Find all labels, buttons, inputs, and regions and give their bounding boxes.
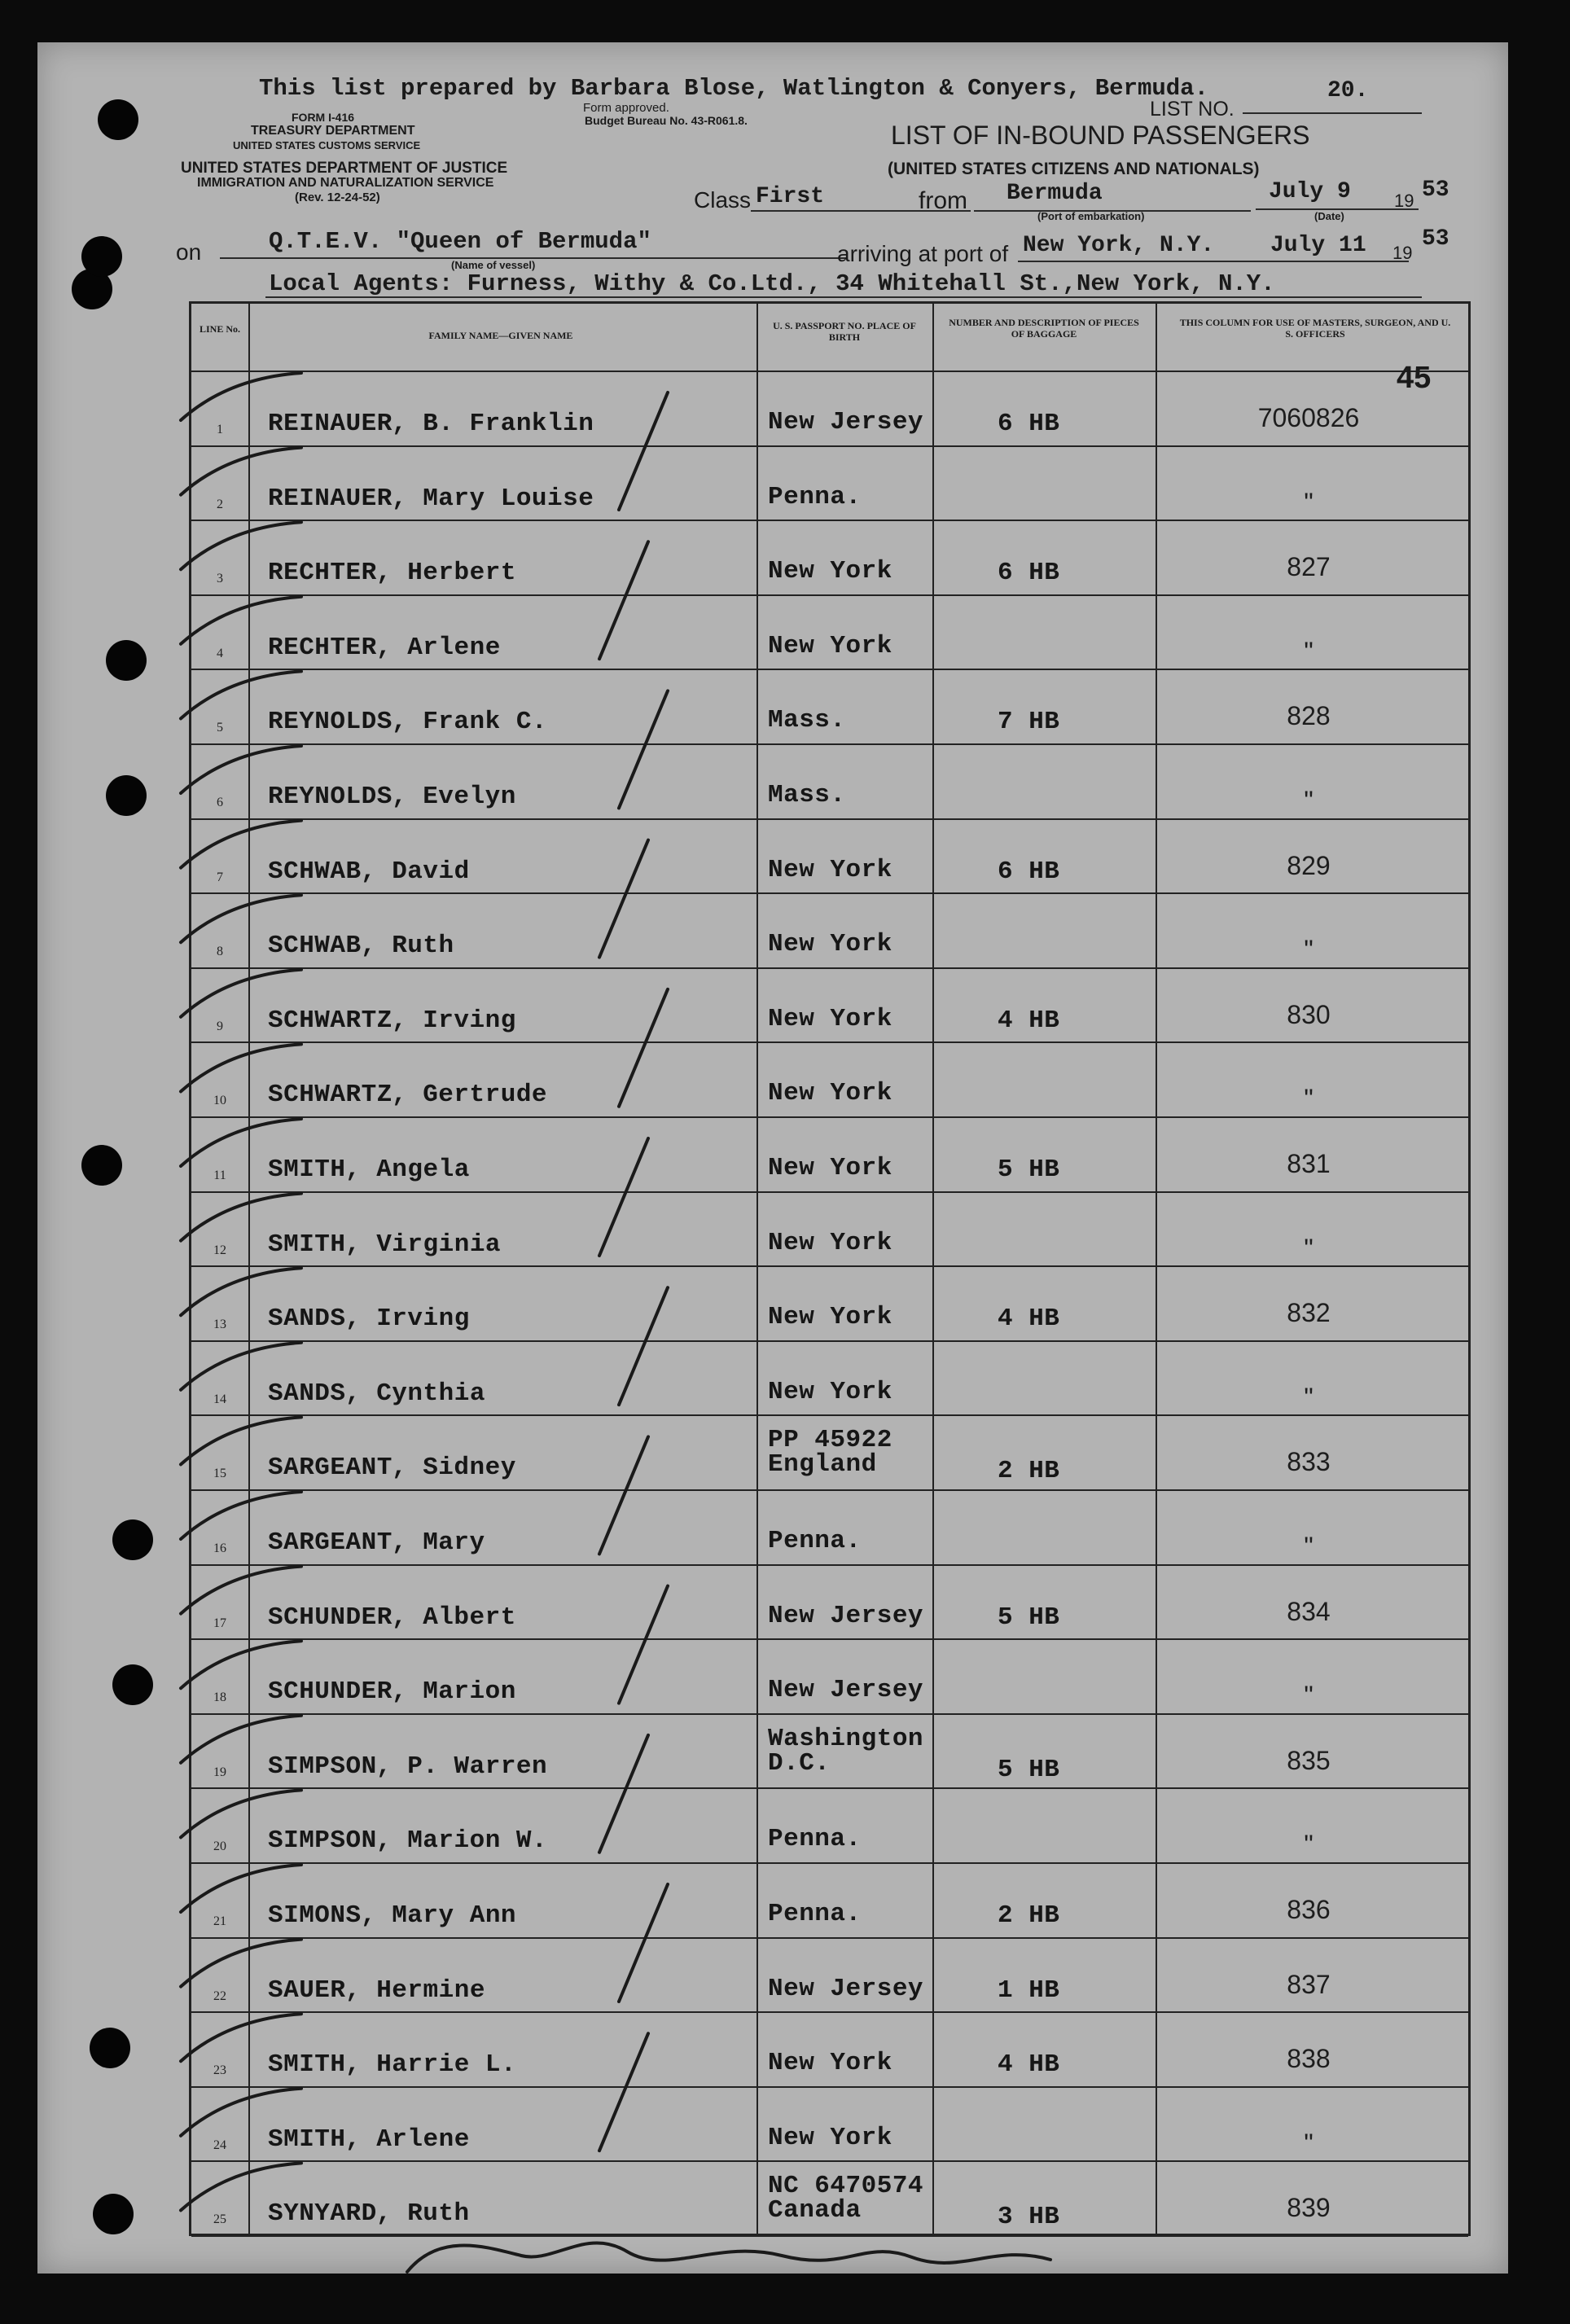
line-number: 21 [213,1914,226,1928]
family-name: SMITH [268,1230,346,1259]
table-row [191,820,1468,895]
table-row [191,1864,1468,1939]
given-name: , Albert [392,1603,516,1632]
officer-note: 835 [1287,1745,1331,1775]
officer-note: " [1304,2128,1313,2158]
table-row [191,745,1468,820]
table-row [191,2162,1468,2237]
punch-hole [106,775,147,816]
list-no-underline [1243,112,1422,114]
officer-note: 837 [1287,1969,1331,1999]
family-name: SCHWARTZ [268,1081,392,1110]
class-label: Class [694,187,752,213]
table-row [191,1939,1468,2014]
baggage: 7 HB [998,708,1060,737]
table-row [191,1118,1468,1193]
family-name: REINAUER [268,410,392,438]
punch-hole [98,99,138,140]
baggage: 2 HB [998,1457,1060,1486]
table-row [191,1715,1468,1790]
col-header-passport: U. S. PASSPORT NO. PLACE OF BIRTH [773,320,916,343]
given-name: , B. Franklin [392,410,594,438]
given-name: , David [361,857,470,886]
baggage: 4 HB [998,2050,1060,2080]
customs-service: UNITED STATES CUSTOMS SERVICE [233,139,421,151]
given-name: , Herbert [376,559,516,588]
line-number: 16 [213,1541,226,1555]
port-caption: (Port of embarkation) [1037,210,1145,222]
officer-note: 7060826 [1257,403,1360,432]
baggage: 2 HB [998,1901,1060,1930]
officer-note: 828 [1287,701,1331,731]
arrival-date: July 11 [1270,233,1366,258]
officer-note: 830 [1287,999,1331,1029]
line-number: 2 [217,497,223,511]
vessel-caption: (Name of vessel) [451,259,536,271]
arriving-port: New York, N.Y. [1023,233,1215,258]
family-name: SCHWAB [268,857,362,886]
officer-note: 831 [1287,1149,1331,1178]
given-name: , P. Warren [376,1752,548,1781]
place-of-birth: New York [768,2049,892,2078]
baggage: 6 HB [998,410,1060,438]
given-name: , Marion [392,1677,516,1707]
officer-note: " [1304,935,1313,965]
line-number: 15 [213,1467,226,1481]
line-number: 18 [213,1690,226,1705]
line-number: 24 [213,2138,226,2152]
officer-note: " [1304,636,1313,666]
place-of-birth: Penna. [768,1527,862,1555]
place-of-birth: New York [768,1228,892,1257]
department-of-justice: UNITED STATES DEPARTMENT OF JUSTICE [181,160,508,177]
given-name: , Arlene [376,633,501,662]
place-of-birth: New York [768,1079,892,1108]
table-row [191,1640,1468,1715]
table-row [191,1267,1468,1342]
place-of-birth-line2: England [768,1450,877,1480]
list-no-label: LIST NO. [1150,98,1235,121]
punch-hole [93,2194,134,2234]
given-name: , Mary Ann [361,1901,517,1930]
line-number: 1 [217,423,223,436]
local-agents: Local Agents: Furness, Withy & Co.Ltd., 34 Whitehall St.,New York, N.Y. [269,270,1275,297]
punch-hole [106,640,147,681]
given-name: , Ruth [361,932,454,961]
officer-note: " [1304,1233,1313,1263]
col-header-baggage: NUMBER AND DESCRIPTION OF PIECES OF BAGGAGE [949,317,1139,340]
form-number: FORM I-416 [292,111,355,124]
family-name: SMITH [268,2050,346,2080]
line-number: 17 [213,1616,226,1630]
place-of-birth: New York [768,1377,892,1406]
given-name: , Sidney [392,1454,516,1483]
line-number: 5 [217,721,223,735]
officer-note: 838 [1287,2044,1331,2074]
table-row [191,596,1468,671]
line-number: 11 [213,1169,226,1182]
table-row [191,521,1468,596]
line-number: 12 [213,1243,226,1257]
table-row [191,1193,1468,1268]
place-of-birth: New York [768,557,892,586]
baggage: 5 HB [998,1603,1060,1632]
arriving-label: arriving at port of [837,241,1009,266]
given-name: , Mary [392,1528,485,1557]
family-name: SCHUNDER [268,1603,392,1632]
place-of-birth: New York [768,631,892,660]
immigration-service: IMMIGRATION AND NATURALIZATION SERVICE [197,176,494,190]
given-name: , Mary Louise [392,484,594,513]
table-row [191,1566,1468,1641]
arriving-underline [1018,261,1409,262]
officer-note: 833 [1287,1447,1331,1477]
place-of-birth: Penna. [768,482,862,511]
given-name: , Evelyn [392,783,516,811]
officer-note: " [1304,1532,1313,1561]
place-of-birth: New Jersey [768,1601,924,1630]
line-number: 23 [213,2063,226,2078]
list-subtitle: (UNITED STATES CITIZENS AND NATIONALS) [888,160,1260,178]
family-name: SARGEANT [268,1528,392,1557]
line-number: 22 [213,1989,226,2003]
family-name: RECHTER [268,559,377,588]
punch-hole [112,1519,153,1560]
year-value: 53 [1422,178,1449,203]
line-number: 8 [217,945,223,959]
baggage: 3 HB [998,2203,1060,2232]
place-of-birth: New York [768,2123,892,2152]
list-no-value: 20. [1327,78,1369,103]
table-row [191,447,1468,522]
line-number: 19 [213,1765,226,1779]
date-caption: (Date) [1314,210,1344,222]
line-number: 14 [213,1392,226,1406]
given-name: , Marion W. [376,1826,548,1856]
officer-note: 829 [1287,850,1331,880]
family-name: SYNYARD [268,2199,377,2229]
line-number: 20 [213,1839,226,1854]
vessel-value: Q.T.E.V. "Queen of Bermuda" [269,228,651,255]
table-row [191,1491,1468,1566]
family-name: SANDS [268,1379,346,1408]
officer-note: " [1304,1681,1313,1711]
given-name: , Hermine [345,1975,485,2005]
officer-note: 827 [1287,552,1331,582]
on-label: on [176,239,202,265]
budget-bureau: Budget Bureau No. 43-R061.8. [585,114,748,127]
family-name: SCHWARTZ [268,1006,392,1035]
from-value: Bermuda [1006,181,1103,206]
given-name: , Harrie L. [345,2050,517,2080]
place-of-birth: New Jersey [768,1974,924,2003]
line-number: 13 [213,1318,226,1332]
family-name: REINAUER [268,484,392,513]
place-of-birth: Penna. [768,1900,862,1928]
table-row [191,969,1468,1044]
place-of-birth: New York [768,855,892,884]
place-of-birth: Washington [768,1724,924,1753]
family-name: SIMPSON [268,1752,377,1781]
baggage: 5 HB [998,1755,1060,1784]
revision-date: (Rev. 12-24-52) [295,191,380,204]
place-of-birth: New York [768,1154,892,1182]
place-of-birth: PP 45922 [768,1426,892,1455]
officer-note: " [1304,786,1313,815]
officer-note: " [1304,1382,1313,1412]
place-of-birth-line2: D.C. [768,1748,831,1778]
table-row [191,894,1468,969]
given-name: , Irving [392,1006,516,1035]
arrival-year-prefix: 19 [1392,243,1413,263]
officer-note: " [1304,1084,1313,1114]
given-name: , Gertrude [392,1081,548,1110]
officer-note: 832 [1287,1298,1331,1328]
col-header-line-no: LINE No. [199,323,240,335]
given-name: , Virginia [345,1230,502,1259]
officers-note: 45 [1397,361,1432,395]
row-divider [191,2235,1468,2237]
place-of-birth: New Jersey [768,408,924,436]
officer-note: " [1304,487,1313,517]
table-row [191,1043,1468,1118]
table-row [191,1342,1468,1417]
family-name: SIMPSON [268,1826,377,1856]
line-number: 9 [217,1019,223,1033]
list-title: LIST OF IN-BOUND PASSENGERS [891,121,1310,150]
family-name: SMITH [268,1155,346,1184]
line-number: 25 [213,2212,226,2227]
baggage: 5 HB [998,1155,1060,1184]
table-row [191,1789,1468,1864]
line-number: 3 [217,572,223,586]
treasury-department: TREASURY DEPARTMENT [251,124,415,138]
class-value: First [756,184,825,209]
given-name: , Frank C. [392,708,548,737]
baggage: 1 HB [998,1975,1060,2005]
form-approved: Form approved. [583,101,669,115]
punch-hole [81,236,122,277]
baggage: 6 HB [998,559,1060,588]
given-name: , Irving [345,1305,470,1334]
baggage: 4 HB [998,1006,1060,1035]
family-name: SARGEANT [268,1454,392,1483]
passenger-table [189,301,1471,2236]
arrival-year: 53 [1422,226,1449,252]
officer-note: 839 [1287,2193,1331,2223]
place-of-birth: Mass. [768,706,846,735]
given-name: , Cynthia [345,1379,485,1408]
place-of-birth: New York [768,1004,892,1033]
table-row [191,1416,1468,1491]
place-of-birth: New York [768,1303,892,1332]
place-of-birth: New Jersey [768,1676,924,1705]
given-name: , Arlene [345,2124,470,2154]
family-name: SCHWAB [268,932,362,961]
from-label: from [919,187,967,214]
baggage: 6 HB [998,857,1060,886]
family-name: REYNOLDS [268,783,392,811]
line-number: 10 [213,1094,226,1108]
col-header-name: FAMILY NAME—GIVEN NAME [428,330,573,341]
officer-note: 836 [1287,1895,1331,1924]
table-row [191,2088,1468,2163]
given-name: , Ruth [376,2199,470,2229]
punch-hole [112,1664,153,1705]
year-prefix: 19 [1394,191,1414,211]
officer-note: 834 [1287,1596,1331,1626]
agents-underline [265,296,1422,298]
family-name: SMITH [268,2124,346,2154]
family-name: SAUER [268,1975,346,2005]
line-number: 6 [217,796,223,809]
officer-note: " [1304,1830,1313,1860]
date-value: July 9 [1269,179,1351,204]
col-header-officers: THIS COLUMN FOR USE OF MASTERS, SURGEON, AND U. S. OFFICERS [1179,317,1451,340]
place-of-birth: New York [768,930,892,959]
place-of-birth: Mass. [768,781,846,809]
place-of-birth-line2: Canada [768,2196,862,2225]
given-name: , Angela [345,1155,470,1184]
family-name: REYNOLDS [268,708,392,737]
family-name: RECHTER [268,633,377,662]
baggage: 4 HB [998,1305,1060,1334]
family-name: SCHUNDER [268,1677,392,1707]
place-of-birth: NC 6470574 [768,2172,924,2201]
line-number: 7 [217,870,223,884]
punch-hole [81,1145,122,1186]
prepared-by-line: This list prepared by Barbara Blose, Watlington & Conyers, Bermuda. [259,75,1208,102]
table-row [191,372,1468,447]
table-row [191,2013,1468,2088]
table-row [191,670,1468,745]
punch-hole [90,2028,130,2068]
family-name: SIMONS [268,1901,362,1930]
line-number: 4 [217,646,223,660]
family-name: SANDS [268,1305,346,1334]
place-of-birth: Penna. [768,1825,862,1854]
